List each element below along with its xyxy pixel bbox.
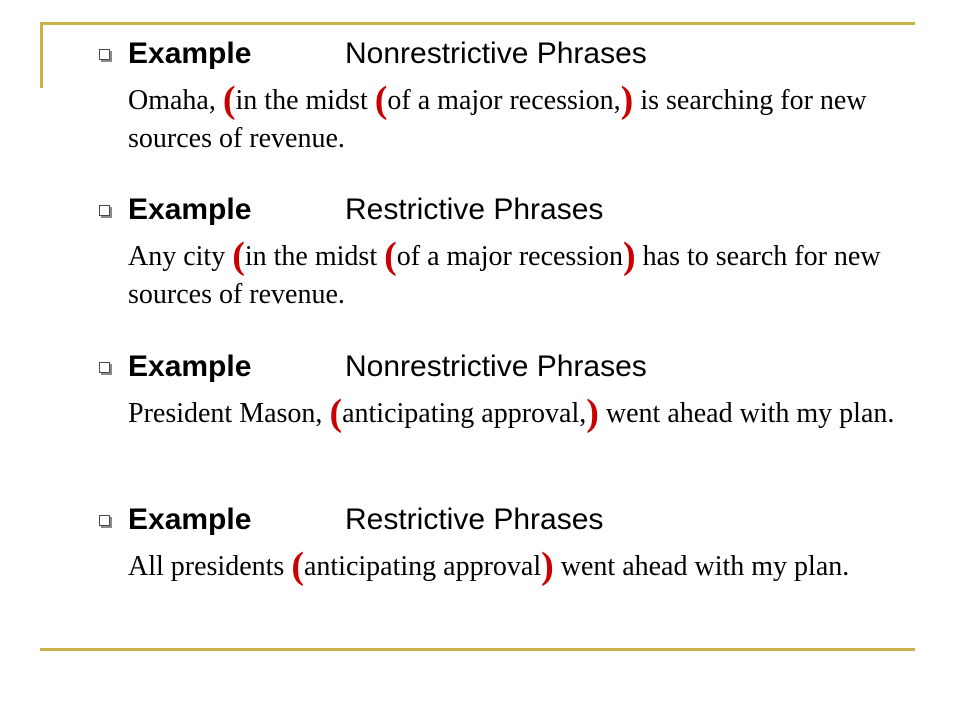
example-sentence [128,79,908,158]
example-item [95,500,915,586]
example-heading [95,500,915,540]
bottom-rule [40,648,915,651]
open-paren: ( [374,79,388,121]
example-label: Example [128,193,252,226]
sentence-text: of a major recession, [387,85,621,116]
sentence-text: anticipating approval, [342,398,587,429]
sentence-text: went ahead with my plan. [598,398,895,429]
open-paren: ( [222,79,236,121]
example-sentence [128,392,908,434]
phrase-type: Restrictive Phrases [345,193,604,226]
square-bullet-icon [99,515,110,526]
phrase-type: Restrictive Phrases [345,503,604,536]
example-sentence [128,545,908,587]
sentence-text: went ahead with my plan. [553,551,850,582]
phrase-type: Nonrestrictive Phrases [345,37,647,70]
example-item [95,34,915,158]
example-heading [95,34,915,74]
sentence-text: is searching for new sources of revenue. [128,85,867,154]
sentence-text: in the midst [244,241,385,272]
close-paren: ) [541,545,554,587]
square-bullet-icon [99,362,110,373]
example-label: Example [128,37,252,70]
sentence-text: President Mason, [128,398,330,429]
sentence-text: anticipating approval [303,551,542,582]
sentence-text: Omaha, [128,85,223,116]
close-paren: ) [586,392,599,434]
left-rule [40,22,43,88]
example-heading [95,347,915,387]
open-paren: ( [384,235,397,277]
close-paren: ) [623,235,636,277]
example-sentence [128,235,908,314]
example-label: Example [128,503,252,536]
square-bullet-icon [99,49,110,60]
example-label: Example [128,350,252,383]
phrase-type: Nonrestrictive Phrases [345,350,647,383]
example-item [95,347,915,433]
close-paren: ) [620,79,634,121]
sentence-text: Any city [128,241,233,272]
square-bullet-icon [99,205,110,216]
sentence-text: of a major recession [396,241,624,272]
example-heading [95,190,915,230]
sentence-text: has to search for new sources of revenue. [128,241,881,310]
sentence-text: in the midst [235,85,375,116]
open-paren: ( [291,545,304,587]
top-rule [40,22,915,25]
open-paren: ( [329,392,343,434]
open-paren: ( [232,235,245,277]
example-item [95,190,915,314]
sentence-text: All presidents [128,551,292,582]
